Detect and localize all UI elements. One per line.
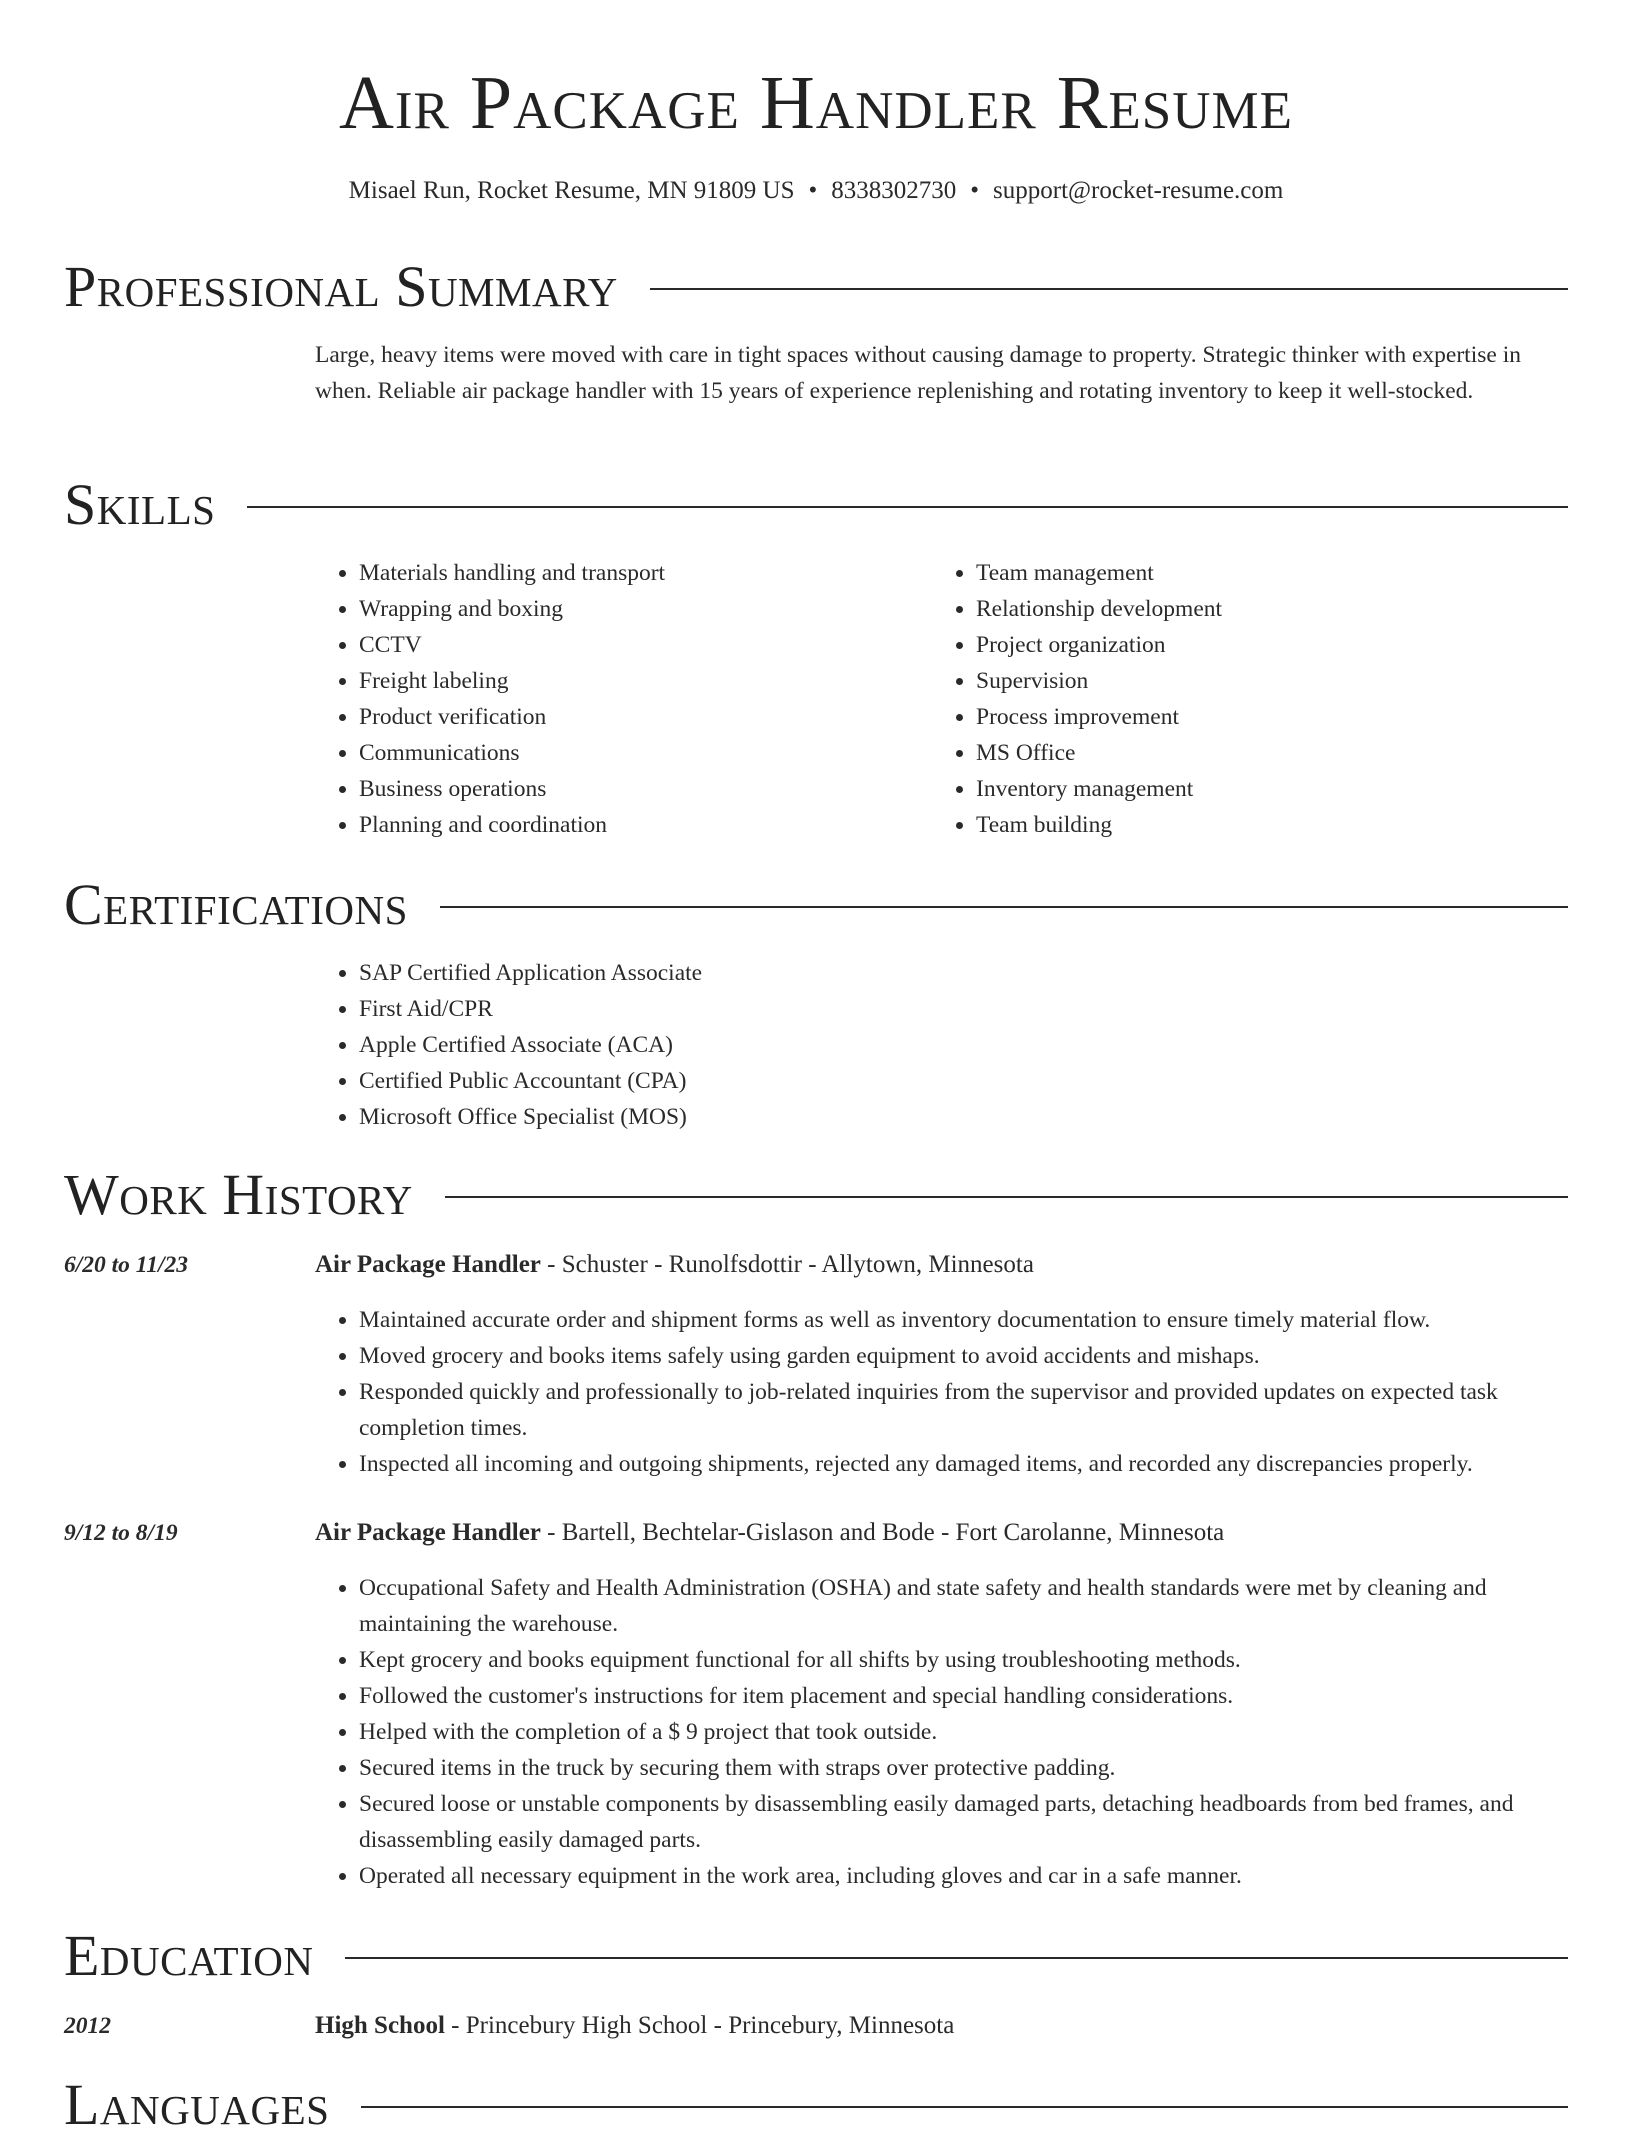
skill-item: • Freight labeling	[359, 663, 915, 699]
skill-item: • Inventory management	[976, 771, 1532, 807]
section-header-work-history	[64, 1163, 1568, 1227]
contact-address: Misael Run, Rocket Resume, MN 91809 US	[348, 177, 795, 204]
job-bullet: • Helped with the completion of a $ 9 project that took outside.	[359, 1714, 1570, 1750]
job-heading	[315, 1247, 1570, 1283]
skill-item: • Product verification	[359, 699, 915, 735]
job-bullet: • Operated all necessary equipment in the work area, including gloves and car in a safe manner.	[359, 1858, 1570, 1894]
section-title-languages: Languages	[64, 2072, 330, 2137]
job-bullet: • Inspected all incoming and outgoing shipments, rejected any damaged items, and recorded any discrepancies properly.	[359, 1446, 1570, 1482]
section-title-skills: Skills	[64, 472, 216, 537]
education-year: 2012	[64, 2013, 111, 2039]
section-header-summary	[64, 255, 1568, 319]
education-school-location: - Princebury High School - Princebury, Minnesota	[444, 2012, 955, 2039]
contact-separator: •	[808, 177, 818, 204]
skill-item: • Relationship development	[976, 591, 1532, 627]
section-divider	[361, 2106, 1568, 2108]
job-dates: 6/20 to 11/23	[64, 1252, 189, 1278]
section-title-education: Education	[64, 1923, 314, 1988]
job-bullets	[315, 1570, 1570, 1894]
job-bullet: • Secured items in the truck by securing them with straps over protective padding.	[359, 1750, 1570, 1786]
job-heading	[315, 1515, 1570, 1551]
section-divider	[247, 506, 1568, 508]
skill-item: • MS Office	[976, 735, 1532, 771]
section-divider	[345, 1957, 1568, 1959]
skill-item: • Planning and coordination	[359, 807, 915, 843]
certifications-list	[315, 955, 1570, 1135]
certification-item: • Microsoft Office Specialist (MOS)	[359, 1099, 1570, 1135]
certification-item: • Apple Certified Associate (ACA)	[359, 1027, 1570, 1063]
skill-item: • Communications	[359, 735, 915, 771]
job-bullet: • Occupational Safety and Health Administration (OSHA) and state safety and health standards were met by cleaning and maintaining the warehouse.	[359, 1570, 1570, 1642]
job-dates: 9/12 to 8/19	[64, 1520, 178, 1546]
section-divider	[445, 1196, 1568, 1198]
section-title-certifications: Certifications	[64, 872, 408, 937]
skill-item: • Process improvement	[976, 699, 1532, 735]
skill-item: • CCTV	[359, 627, 915, 663]
contact-separator: •	[970, 177, 980, 204]
job-bullet: • Maintained accurate order and shipment forms as well as inventory documentation to ensure timely material flow.	[359, 1302, 1570, 1338]
job-bullet: • Responded quickly and professionally to job-related inquiries from the supervisor and provided updates on expected task completion times.	[359, 1374, 1570, 1446]
skills-list-left	[315, 555, 915, 843]
skill-item: • Wrapping and boxing	[359, 591, 915, 627]
job-bullet: • Kept grocery and books equipment functional for all shifts by using troubleshooting methods.	[359, 1642, 1570, 1678]
job-bullet: • Followed the customer's instructions for item placement and special handling considerations.	[359, 1678, 1570, 1714]
skills-list-right	[932, 555, 1532, 843]
certification-item: • Certified Public Accountant (CPA)	[359, 1063, 1570, 1099]
skill-item: • Project organization	[976, 627, 1532, 663]
summary-text: Large, heavy items were moved with care in tight spaces without causing damage to property. Strategic thinker with expertise in when. Reliable air package handler with 15 years of experience replenishing and rotating inventory to keep it well-stocked.	[315, 342, 1521, 404]
skill-item: • Business operations	[359, 771, 915, 807]
section-header-skills	[64, 473, 1568, 537]
resume-title: Air Package Handler Resume	[338, 61, 1294, 145]
section-divider	[440, 906, 1568, 908]
section-header-certifications	[64, 873, 1568, 937]
section-title-summary: Professional Summary	[64, 254, 618, 319]
skill-item: • Team management	[976, 555, 1532, 591]
skill-item: • Team building	[976, 807, 1532, 843]
job-title: Air Package Handler	[315, 1519, 541, 1546]
education-degree: High School	[315, 2012, 445, 2039]
job-bullet: • Secured loose or unstable components by disassembling easily damaged parts, detaching headboards from bed frames, and disassembling easily damaged parts.	[359, 1786, 1570, 1858]
contact-line	[0, 175, 1632, 207]
section-header-education	[64, 1924, 1568, 1988]
section-divider	[650, 288, 1568, 290]
contact-email: support@rocket-resume.com	[993, 177, 1284, 204]
section-header-languages	[64, 2073, 1568, 2137]
job-bullets	[315, 1302, 1570, 1482]
job-bullet: • Moved grocery and books items safely using garden equipment to avoid accidents and mishaps.	[359, 1338, 1570, 1374]
job-title: Air Package Handler	[315, 1251, 541, 1278]
section-title-work-history: Work History	[64, 1162, 413, 1227]
certification-item: • First Aid/CPR	[359, 991, 1570, 1027]
skill-item: • Materials handling and transport	[359, 555, 915, 591]
certification-item: • SAP Certified Application Associate	[359, 955, 1570, 991]
education-heading	[315, 2008, 1570, 2044]
job-employer-location: - Schuster - Runolfsdottir - Allytown, Minnesota	[540, 1251, 1034, 1278]
job-employer-location: - Bartell, Bechtelar-Gislason and Bode - Fort Carolanne, Minnesota	[540, 1519, 1225, 1546]
skill-item: • Supervision	[976, 663, 1532, 699]
contact-phone: 8338302730	[831, 177, 957, 204]
